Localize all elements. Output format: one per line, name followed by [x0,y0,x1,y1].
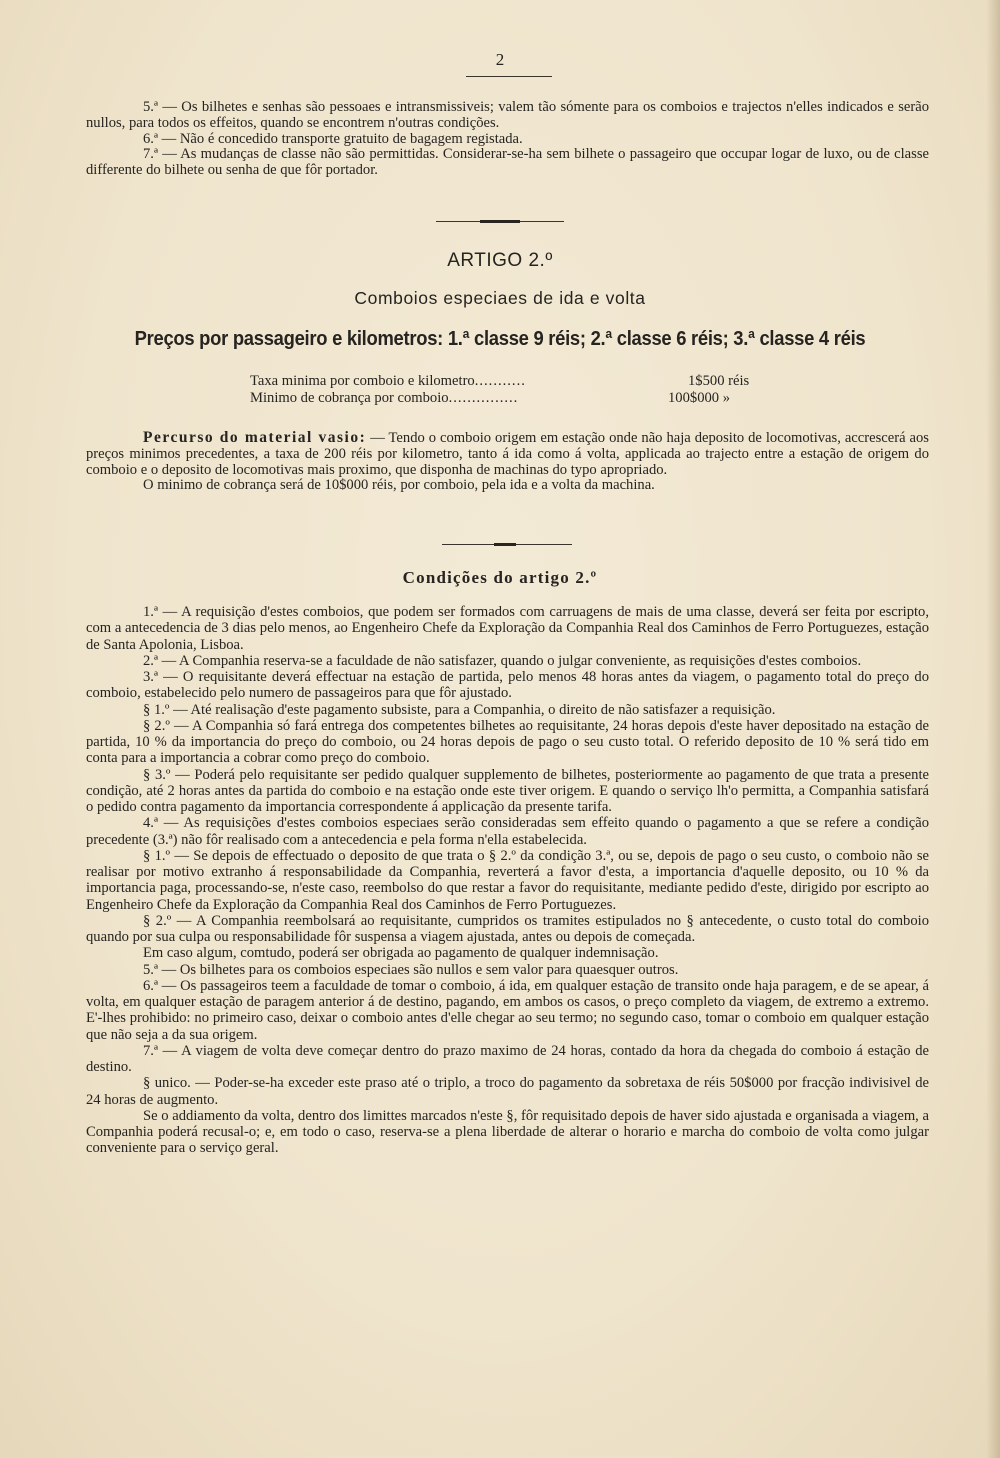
prices-line: Preços por passageiro e kilometros: 1.ª classe 9 réis; 2.ª classe 6 réis; 3.ª classe 4 réis [134,328,866,350]
condicao-item: 1.ª — A requisição d'estes comboios, que podem ser formados com carruagens de mais de uma classe, deverá ser feita por escripto, com a antecedencia de 3 dias pelo menos, ao Engenheiro Chefe da Exploração da Companhia Real dos Caminhos de Ferro Portuguezes, estação de Santa Apolonia, Lisboa. [86,604,929,653]
condicao-item: 6.ª — Os passageiros teem a faculdade de tomar o comboio, á ida, em qualquer estação de transito onde haja paragem, e de se apear, á volta, em qualquer estação de paragem anterior á de destino, pagando, em ambos os casos, o preço completo da viagem, de extremo a extremo. E'-lhes prohibido: no primeiro caso, deixar o comboio antes d'elle chegar ao seu termo; no segundo caso, tomar o comboio em qualquer estação que não seja a da sua origem. [86,977,929,1043]
page-number: 2 [495,50,505,69]
minimum-label: Taxa minima por comboio e kilometro [250,373,475,389]
condicao-item: 4.ª — As requisições d'estes comboios especiaes serão consideradas sem effeito quando o pagamento a que se refere a condição precedente (3.ª) não fôr realisado com a antecedencia e pela forma n'ella estabelecida. [86,815,929,848]
condicao-item: § 1.º — Se depois de effectuado o deposito de que trata o § 2.º da condição 3.ª, ou se, depois de pago o seu custo, o comboio não se realisar por motivo extranho á responsabilidade da Companhia, reverterá a favor d'esta, a importancia d'aquelle deposito, ou 10 % da importancia paga, processando-se, n'este caso, reembolso do que restar a favor do requisitante, mediante pedido d'este, dirigido por escripto ao Engenheiro Chefe da Exploração da Companhia Real dos Caminhos de Ferro Portuguezes. [86,847,929,913]
minimum-value: 100$000 » [668,390,731,406]
page-edge-shadow [986,0,1000,1458]
paragraph-7: 7.ª — As mudanças de classe não são permittidas. Considerar-se-ha sem bilhete o passageiro que occupar logar de luxo, ou de classe differente do bilhete ou senha de que fôr portador. [86,146,929,179]
condicao-item: Em caso algum, comtudo, poderá ser obrigada ao pagamento de qualquer indemnisação. [143,945,659,962]
condicao-item: § 2.º — A Companhia só fará entrega dos competentes bilhetes ao requisitante, 24 horas depois d'este haver depositado na estação de partida, 10 % da importancia do preço do comboio, ou 24 horas depois de pago o seu custo total. O referido deposito de 10 % será tido em conta para a importancia a cobrar como preço do comboio. [86,717,929,767]
percurso-heading: Percurso do material vasio: [143,429,367,446]
top-paragraphs [86,100,929,179]
condicao-item: § unico. — Poder-se-ha exceder este praso até o triplo, a troco do pagamento da sobretaxa de réis 50$000 por fracção indivisivel de 24 horas de augmento. [86,1075,929,1108]
condicao-item: 3.ª — O requisitante deverá effectuar na estação de partida, pelo menos 48 horas antes da viagem, o pagamento total do preço do comboio, estabelecido pelo numero de passageiros para que fôr ajustado. [86,669,929,702]
condicao-item: Se o addiamento da volta, dentro dos limittes marcados n'este §, fôr requisitado depois de haver sido ajustada e organisada a viagem, a Companhia poderá recusal-o; e, em todo o caso, reserva-se a plena liberdade de alterar o horario e marcha do comboio de volta como julgar conveniente para o serviço geral. [86,1107,929,1157]
section-separator [442,543,572,546]
condicoes-list [86,604,929,1157]
minimum-row [250,373,770,390]
percurso-section [86,430,929,494]
page-number-rule [466,76,552,77]
percurso-minimo: O minimo de cobrança será de 10$000 réis, por comboio, pela ida e a volta da machina. [143,477,655,494]
paragraph-5: 5.ª — Os bilhetes e senhas são pessoaes e intransmissiveis; valem tão sómente para os comboios e trajectos n'elles indicados e serão nullos, para todos os effeitos, quando se encontrem n'outras condições. [86,99,929,131]
percurso-text: — Tendo o comboio origem em estação onde não haja deposito de locomotivas, accrescerá aos preços minimos precedentes, a taxa de 200 réis por kilometro, tanto á ida como á volta, applicada ao trajecto entre a estação de origem do comboio e o deposito de locomotivas mais proximo, que disponha de machinas do typo apropriado. [86,430,929,478]
paragraph-6: 6.ª — Não é concedido transporte gratuito de bagagem registada. [143,130,523,147]
section-separator [436,220,564,223]
condicao-item: § 3.º — Poderá pelo requisitante ser pedido qualquer supplemento de bilhetes, posteriormente ao pagamento de que trata a presente condição, até 2 horas antes da partida do comboio e na estação onde este tiver origem. E quando o serviço lh'o permitta, a Companhia satisfará o pedido contra pagamento da importancia correspondente á applicação da presente tarifa. [86,766,929,815]
condicao-item: § 2.º — A Companhia reembolsará ao requisitante, cumpridos os tramites estipulados no § antecedente, o custo total do comboio quando por sua culpa ou responsabilidade fôr suspensa a viagem ajustada, antes ou depois de começada. [86,912,929,945]
minimum-dots: ........... [474,373,526,389]
condicao-item: § 1.º — Até realisação d'este pagamento subsiste, para a Companhia, o direito de não satisfazer a requisição. [143,701,776,718]
minimum-value: 1$500 réis [688,373,750,389]
condicao-item: 7.ª — A viagem de volta deve começar dentro do prazo maximo de 24 horas, contado da hora da chegada do comboio á estação de destino. [86,1042,929,1075]
condicoes-title: Condições do artigo 2.º [402,568,598,587]
minimum-row [250,390,770,407]
minimum-dots: ............... [448,390,519,406]
condicao-item: 2.ª — A Companhia reserva-se a faculdade de não satisfazer, quando o julgar conveniente, as requisições d'estes comboios. [143,652,862,669]
artigo-title: ARTIGO 2.º [447,250,553,271]
percurso-paragraph [86,430,929,478]
artigo-subtitle: Comboios especiaes de ida e volta [354,288,646,308]
minimum-label: Minimo de cobrança por comboio [250,390,449,406]
condicao-item: 5.ª — Os bilhetes para os comboios especiaes são nullos e sem valor para quaesquer outros. [143,961,679,978]
